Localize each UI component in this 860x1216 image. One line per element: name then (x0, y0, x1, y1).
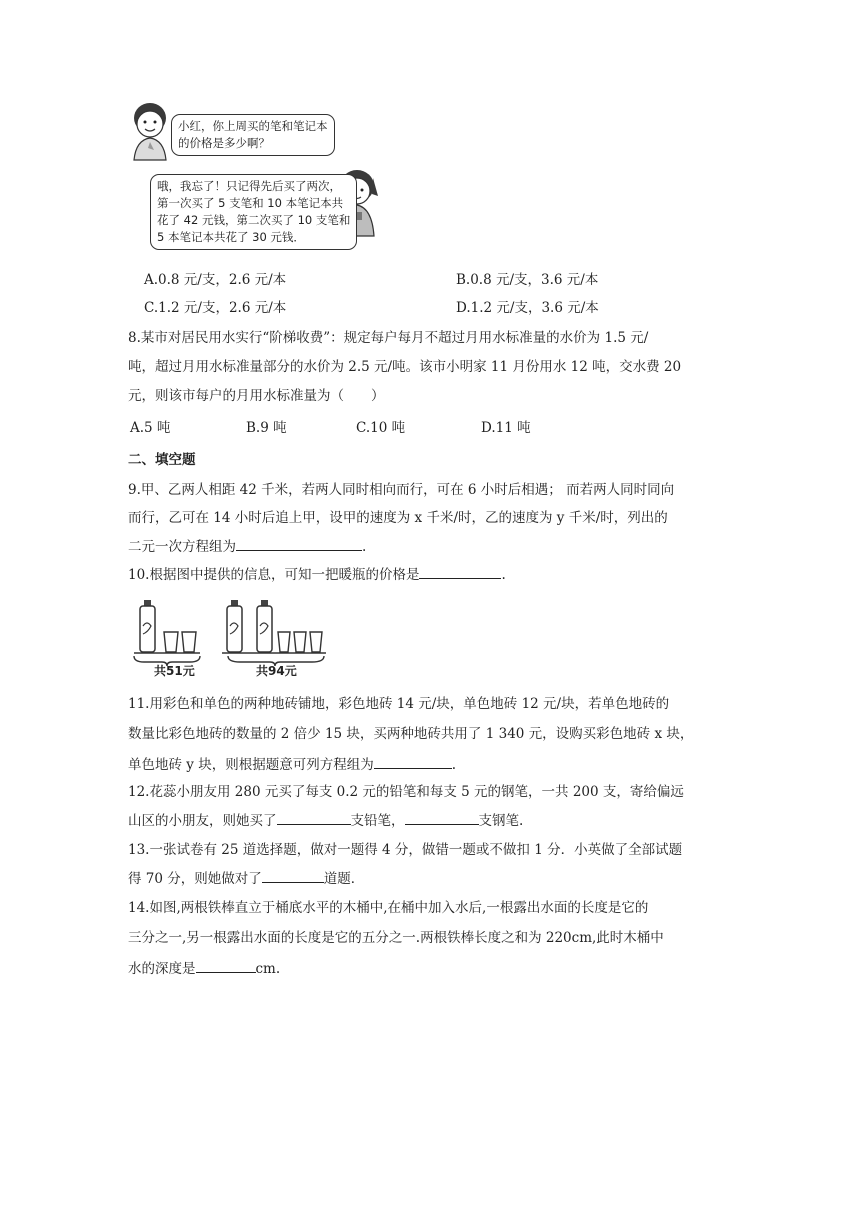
boy-speech-line-2: 的价格是多少啊？ (178, 136, 270, 150)
q9-answer-blank[interactable] (236, 536, 362, 551)
q14-line-3-a: 水的深度是 (128, 961, 196, 977)
girl-speech-line-3: 花了 42 元钱，第二次买了 10 支笔和 (157, 213, 351, 227)
girl-speech-line-4: 5 本笔记本共花了 30 元钱． (157, 230, 305, 244)
q9-line-3-prefix: 二元一次方程组为 (128, 539, 236, 555)
q8-option-c: C.10 吨 (356, 420, 406, 436)
q12-pencil-blank[interactable] (277, 810, 351, 825)
q12-line-2-a: 山区的小朋友，则她买了 (128, 813, 277, 829)
girl-speech-line-2: 第一次买了 5 支笔和 10 本笔记本共 (157, 196, 344, 210)
q10-prefix: 10.根据图中提供的信息，可知一把暖瓶的价格是 (128, 567, 420, 583)
q12-pen-blank[interactable] (405, 810, 479, 825)
q9-line-2: 而行，乙可在 14 小时后追上甲，设甲的速度为 x 千米/时，乙的速度为 y 千米/时，列出的 (128, 510, 668, 526)
q14-line-1: 14.如图,两根铁棒直立于桶底水平的木桶中,在桶中加入水后,一根露出水面的长度是它的 (128, 900, 649, 916)
q8-option-b: B.9 吨 (246, 420, 287, 436)
q9-line-3-suffix: . (362, 539, 367, 555)
q13-line-2 (128, 868, 364, 889)
q11-line-1: 11.用彩色和单色的两种地砖铺地，彩色地砖 14 元/块，单色地砖 12 元/块，若单色地砖的 (128, 696, 670, 712)
q13-line-2-a: 得 70 分，则她做对了 (128, 871, 262, 887)
q13-line-2-b: 道题． (323, 871, 365, 887)
q13-answer-blank[interactable] (262, 868, 324, 883)
q8-option-a: A.5 吨 (130, 420, 171, 436)
q8-option-d: D.11 吨 (481, 420, 531, 436)
q11-line-3-suffix: . (451, 757, 457, 773)
q10-answer-blank[interactable] (419, 564, 501, 579)
q7-option-b: B.0.8 元/支，3.6 元/本 (456, 272, 599, 288)
girl-speech-bubble (150, 174, 357, 250)
q14-line-3 (128, 958, 280, 979)
q12-line-2-b: 支铅笔， (350, 813, 405, 829)
q11-line-2: 数量比彩色地砖的数量的 2 倍少 15 块，买两种地砖共用了 1 340 元，设购买彩色地砖 x 块， (128, 726, 694, 742)
q8-line-3: 元，则该市每户的月用水标准量为（ ） (128, 388, 385, 404)
q14-answer-blank[interactable] (196, 958, 256, 973)
q11-answer-blank[interactable] (374, 754, 452, 769)
q12-line-2-c: 支钢笔. (478, 813, 524, 829)
q7-option-d: D.1.2 元/支，3.6 元/本 (456, 300, 599, 316)
q7-option-a: A.0.8 元/支，2.6 元/本 (144, 272, 287, 288)
q11-line-3-prefix: 单色地砖 y 块，则根据题意可列方程组为 (128, 757, 374, 773)
q9-line-1: 9.甲、乙两人相距 42 千米，若两人同时相向而行，可在 6 小时后相遇； 而若两人同时同向 (128, 482, 675, 498)
q7-option-c: C.1.2 元/支，2.6 元/本 (144, 300, 287, 316)
comic-illustration (128, 98, 380, 260)
q11-line-3 (128, 754, 456, 775)
q9-line-3 (128, 536, 366, 557)
q12-line-2 (128, 810, 523, 831)
boy-speech-bubble (171, 114, 335, 156)
q12-line-1: 12.花蕊小朋友用 280 元买了每支 0.2 元的铅笔和每支 5 元的钢笔，一共 200 支，寄给偏远 (128, 784, 684, 800)
thermos-cups-illustration (130, 596, 330, 680)
q14-line-2: 三分之一,另一根露出水面的长度是它的五分之一.两根铁棒长度之和为 220cm,此时木桶中 (128, 930, 664, 946)
price-label-right: 共94元 (256, 664, 297, 678)
q13-line-1: 13.一张试卷有 25 道选择题，做对一题得 4 分，做错一题或不做扣 1 分．小英做了全部试题 (128, 842, 683, 858)
boy-speech-line-1: 小红，你上周买的笔和笔记本 (178, 119, 328, 133)
q10-line (128, 564, 506, 585)
section-title: 二、填空题 (128, 452, 196, 468)
q14-line-3-b: cm. (255, 961, 281, 977)
price-label-left: 共51元 (154, 664, 195, 678)
q8-line-1: 8.某市对居民用水实行“阶梯收费”：规定每户每月不超过月用水标准量的水价为 1.5 元/ (128, 330, 649, 346)
q8-line-2: 吨，超过月用水标准量部分的水价为 2.5 元/吨。该市小明家 11 月份用水 12 吨，交水费 20 (128, 359, 682, 375)
girl-speech-line-1: 哦，我忘了！只记得先后买了两次， (157, 179, 341, 193)
q10-suffix: . (501, 567, 506, 583)
